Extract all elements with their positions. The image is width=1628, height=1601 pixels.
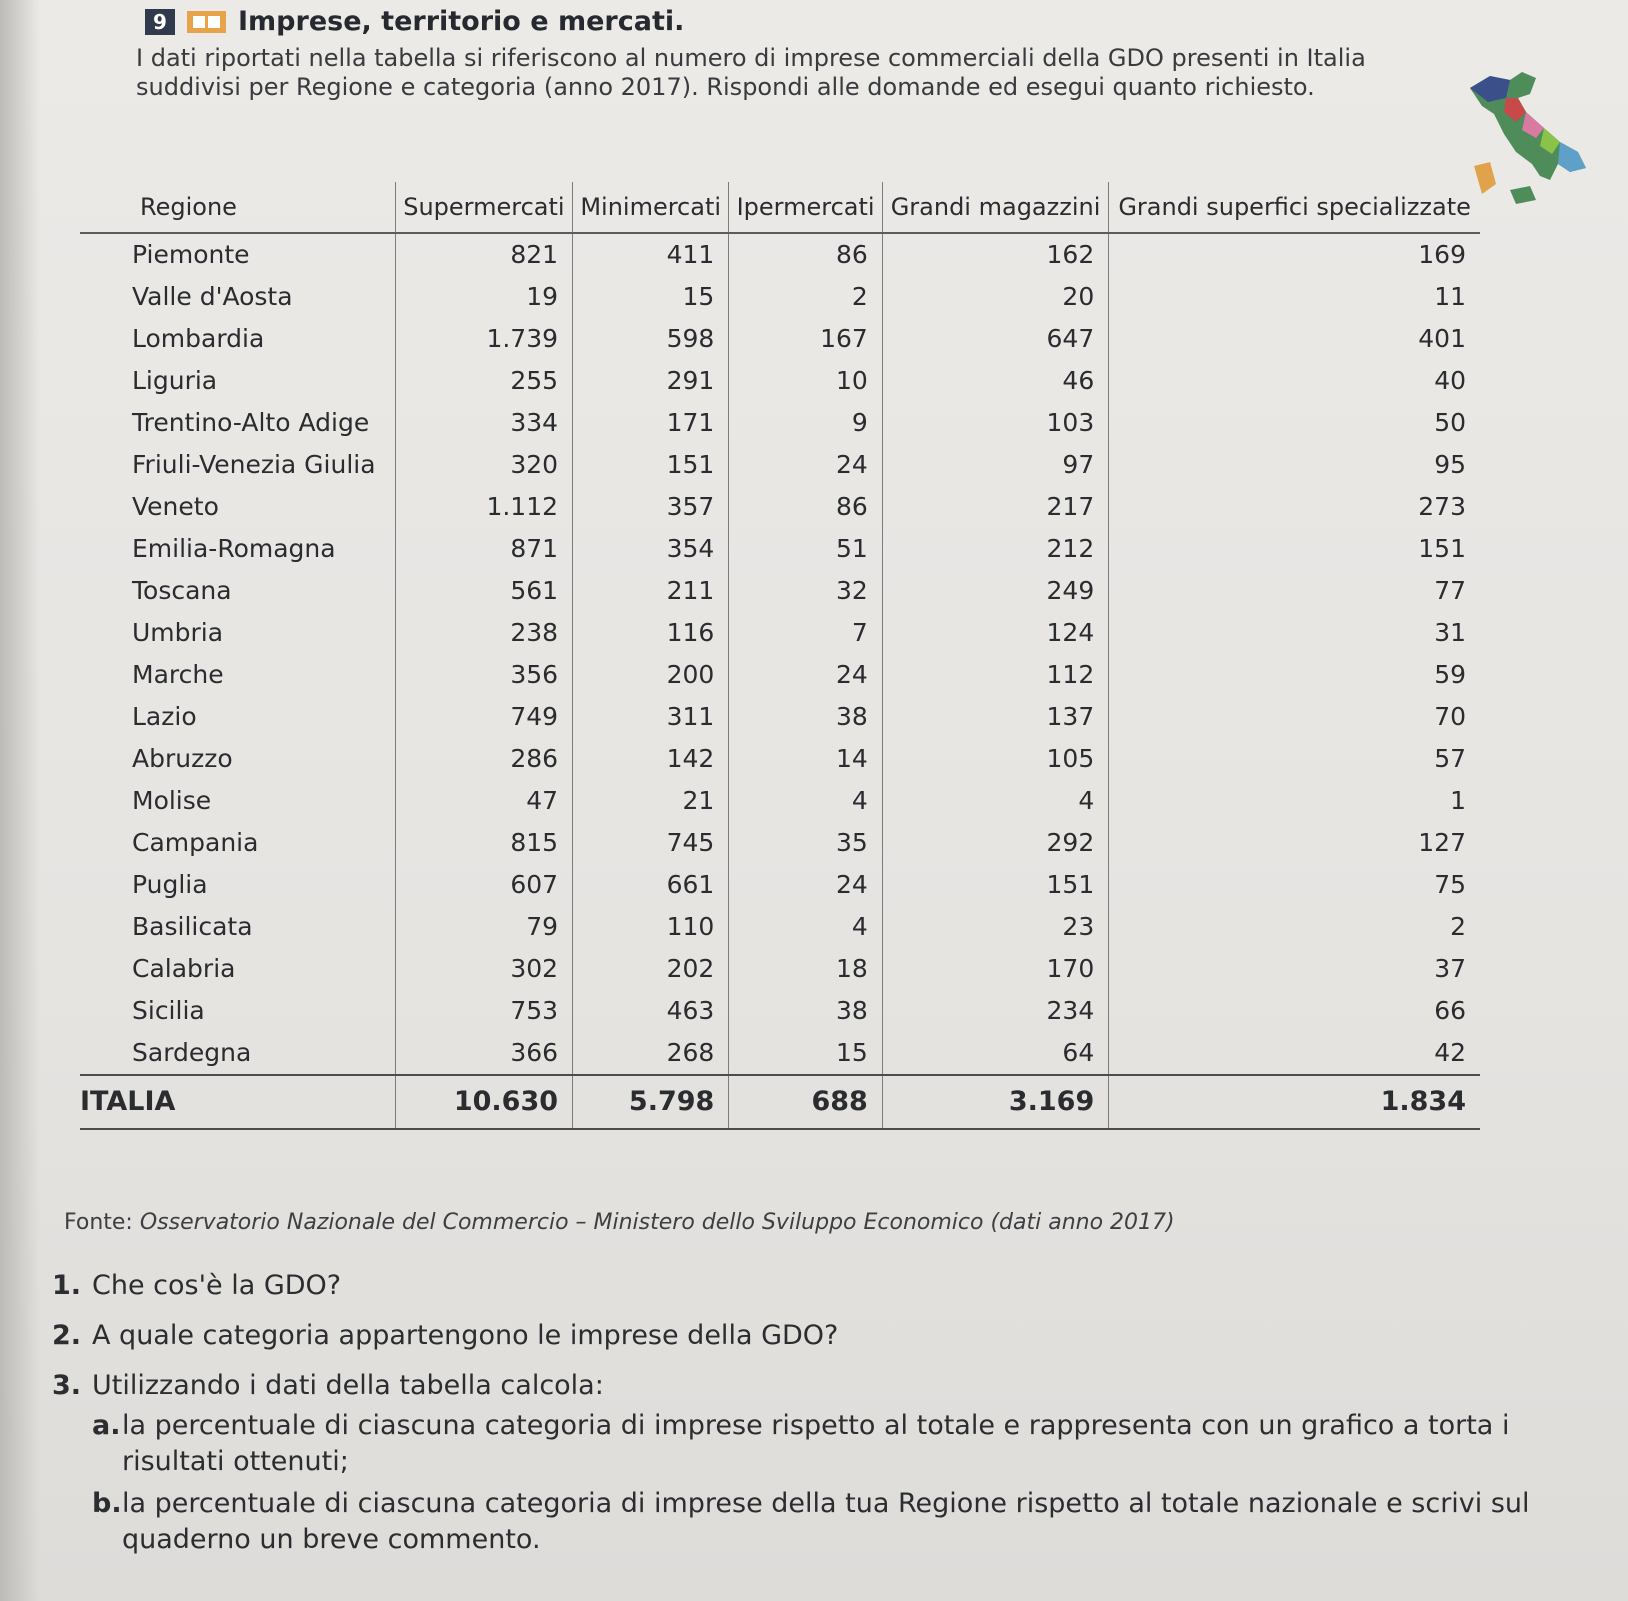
exercise-intro: I dati riportati nella tabella si riferiscono al numero di imprese commerciali della GDO presenti in Italia suddivisi per Regione e categoria (anno 2017). Rispondi alle domande ed esegui quanto richiesto. xyxy=(136,44,1366,101)
value-cell: 366 xyxy=(395,1032,572,1075)
value-cell: 142 xyxy=(573,738,729,780)
region-cell: Abruzzo xyxy=(132,744,233,773)
total-cell: 688 xyxy=(729,1075,883,1129)
value-cell: 273 xyxy=(1109,486,1480,528)
value-cell: 21 xyxy=(573,780,729,822)
table-row xyxy=(80,360,1480,402)
region-cell: Lombardia xyxy=(132,324,265,353)
table-row xyxy=(80,696,1480,738)
value-cell: 311 xyxy=(573,696,729,738)
value-cell: 23 xyxy=(882,906,1108,948)
region-cell: Piemonte xyxy=(132,240,250,269)
question-number: 2. xyxy=(52,1320,82,1351)
value-cell: 24 xyxy=(729,444,883,486)
region-cell: Sicilia xyxy=(132,996,205,1025)
value-cell: 7 xyxy=(729,612,883,654)
value-cell: 356 xyxy=(395,654,572,696)
table-header-row xyxy=(80,182,1480,233)
value-cell: 124 xyxy=(882,612,1108,654)
value-cell: 151 xyxy=(1109,528,1480,570)
value-cell: 137 xyxy=(882,696,1108,738)
column-header: Ipermercati xyxy=(729,182,883,233)
value-cell: 151 xyxy=(573,444,729,486)
question-text: Che cos'è la GDO? xyxy=(92,1270,342,1301)
value-cell: 97 xyxy=(882,444,1108,486)
value-cell: 127 xyxy=(1109,822,1480,864)
value-cell: 38 xyxy=(729,696,883,738)
total-cell: 10.630 xyxy=(395,1075,572,1129)
value-cell: 35 xyxy=(729,822,883,864)
question-text: Utilizzando i dati della tabella calcola: xyxy=(92,1370,604,1401)
value-cell: 24 xyxy=(729,864,883,906)
value-cell: 151 xyxy=(882,864,1108,906)
subquestion-a xyxy=(92,1408,1612,1480)
value-cell: 200 xyxy=(573,654,729,696)
value-cell: 661 xyxy=(573,864,729,906)
table-row xyxy=(80,822,1480,864)
value-cell: 291 xyxy=(573,360,729,402)
region-cell: Friuli-Venezia Giulia xyxy=(132,450,376,479)
value-cell: 607 xyxy=(395,864,572,906)
questions-list xyxy=(52,1268,1612,1564)
exercise-title: Imprese, territorio e mercati. xyxy=(238,6,685,37)
total-cell: 5.798 xyxy=(573,1075,729,1129)
value-cell: 116 xyxy=(573,612,729,654)
table-row xyxy=(80,612,1480,654)
value-cell: 212 xyxy=(882,528,1108,570)
total-cell: 3.169 xyxy=(882,1075,1108,1129)
value-cell: 105 xyxy=(882,738,1108,780)
value-cell: 4 xyxy=(729,780,883,822)
table-row xyxy=(80,276,1480,318)
value-cell: 354 xyxy=(573,528,729,570)
table-row xyxy=(80,528,1480,570)
value-cell: 169 xyxy=(1109,233,1480,276)
column-header: Minimercati xyxy=(573,182,729,233)
table-source xyxy=(64,1210,1175,1235)
exercise-header xyxy=(145,6,684,37)
value-cell: 268 xyxy=(573,1032,729,1075)
value-cell: 401 xyxy=(1109,318,1480,360)
region-cell: Molise xyxy=(132,786,212,815)
region-cell: Valle d'Aosta xyxy=(132,282,293,311)
table-row xyxy=(80,948,1480,990)
value-cell: 1.112 xyxy=(395,486,572,528)
difficulty-level-icon xyxy=(187,11,226,33)
region-cell: Lazio xyxy=(132,702,197,731)
value-cell: 561 xyxy=(395,570,572,612)
value-cell: 19 xyxy=(395,276,572,318)
value-cell: 753 xyxy=(395,990,572,1032)
value-cell: 86 xyxy=(729,486,883,528)
value-cell: 15 xyxy=(573,276,729,318)
region-cell: Trentino-Alto Adige xyxy=(132,408,370,437)
value-cell: 95 xyxy=(1109,444,1480,486)
value-cell: 32 xyxy=(729,570,883,612)
value-cell: 255 xyxy=(395,360,572,402)
value-cell: 238 xyxy=(395,612,572,654)
value-cell: 411 xyxy=(573,233,729,276)
column-header: Regione xyxy=(80,182,395,233)
region-cell: Calabria xyxy=(132,954,236,983)
question-2 xyxy=(52,1318,1612,1354)
value-cell: 75 xyxy=(1109,864,1480,906)
subquestion-letter: a. xyxy=(92,1410,121,1441)
value-cell: 320 xyxy=(395,444,572,486)
value-cell: 14 xyxy=(729,738,883,780)
region-cell: Puglia xyxy=(132,870,208,899)
gdo-table xyxy=(80,182,1480,1130)
value-cell: 38 xyxy=(729,990,883,1032)
value-cell: 77 xyxy=(1109,570,1480,612)
value-cell: 47 xyxy=(395,780,572,822)
table-row xyxy=(80,486,1480,528)
value-cell: 40 xyxy=(1109,360,1480,402)
region-cell: Marche xyxy=(132,660,224,689)
value-cell: 64 xyxy=(882,1032,1108,1075)
region-cell: Liguria xyxy=(132,366,218,395)
table-row xyxy=(80,402,1480,444)
value-cell: 249 xyxy=(882,570,1108,612)
exercise-number-badge: 9 xyxy=(145,9,175,35)
value-cell: 9 xyxy=(729,402,883,444)
value-cell: 167 xyxy=(729,318,883,360)
question-3 xyxy=(52,1368,1612,1404)
value-cell: 821 xyxy=(395,233,572,276)
table-row xyxy=(80,444,1480,486)
total-row xyxy=(80,1075,1480,1129)
value-cell: 749 xyxy=(395,696,572,738)
source-text: Osservatorio Nazionale del Commercio – Ministero dello Sviluppo Economico (dati anno 2017) xyxy=(139,1210,1175,1235)
column-header: Grandi magazzini xyxy=(882,182,1108,233)
question-number: 1. xyxy=(52,1270,82,1301)
page-edge-shadow xyxy=(0,0,40,1601)
value-cell: 37 xyxy=(1109,948,1480,990)
value-cell: 18 xyxy=(729,948,883,990)
value-cell: 171 xyxy=(573,402,729,444)
subquestion-text: la percentuale di ciascuna categoria di imprese rispetto al totale e rappresenta con un grafico a torta i risultati ottenuti; xyxy=(122,1410,1510,1477)
value-cell: 103 xyxy=(882,402,1108,444)
column-header: Supermercati xyxy=(395,182,572,233)
value-cell: 170 xyxy=(882,948,1108,990)
value-cell: 57 xyxy=(1109,738,1480,780)
value-cell: 110 xyxy=(573,906,729,948)
value-cell: 46 xyxy=(882,360,1108,402)
question-number: 3. xyxy=(52,1370,82,1401)
value-cell: 66 xyxy=(1109,990,1480,1032)
value-cell: 4 xyxy=(729,906,883,948)
value-cell: 815 xyxy=(395,822,572,864)
value-cell: 11 xyxy=(1109,276,1480,318)
value-cell: 4 xyxy=(882,780,1108,822)
value-cell: 334 xyxy=(395,402,572,444)
value-cell: 1.739 xyxy=(395,318,572,360)
question-text: A quale categoria appartengono le imprese della GDO? xyxy=(92,1320,839,1351)
region-cell: Toscana xyxy=(132,576,232,605)
value-cell: 302 xyxy=(395,948,572,990)
source-label: Fonte: xyxy=(64,1210,133,1235)
table-row xyxy=(80,570,1480,612)
table-row xyxy=(80,654,1480,696)
table-row xyxy=(80,1032,1480,1075)
value-cell: 112 xyxy=(882,654,1108,696)
value-cell: 1 xyxy=(1109,780,1480,822)
table-row xyxy=(80,906,1480,948)
region-cell: Emilia-Romagna xyxy=(132,534,336,563)
column-header: Grandi superfici specializzate xyxy=(1109,182,1480,233)
region-cell: Umbria xyxy=(132,618,224,647)
total-label: ITALIA xyxy=(80,1075,395,1129)
region-cell: Basilicata xyxy=(132,912,253,941)
region-cell: Campania xyxy=(132,828,259,857)
value-cell: 24 xyxy=(729,654,883,696)
region-cell: Veneto xyxy=(132,492,219,521)
value-cell: 202 xyxy=(573,948,729,990)
value-cell: 31 xyxy=(1109,612,1480,654)
value-cell: 286 xyxy=(395,738,572,780)
value-cell: 59 xyxy=(1109,654,1480,696)
value-cell: 463 xyxy=(573,990,729,1032)
value-cell: 162 xyxy=(882,233,1108,276)
table-row xyxy=(80,318,1480,360)
question-1 xyxy=(52,1268,1612,1304)
value-cell: 2 xyxy=(1109,906,1480,948)
value-cell: 79 xyxy=(395,906,572,948)
value-cell: 50 xyxy=(1109,402,1480,444)
value-cell: 211 xyxy=(573,570,729,612)
value-cell: 871 xyxy=(395,528,572,570)
value-cell: 234 xyxy=(882,990,1108,1032)
value-cell: 42 xyxy=(1109,1032,1480,1075)
value-cell: 15 xyxy=(729,1032,883,1075)
value-cell: 357 xyxy=(573,486,729,528)
value-cell: 70 xyxy=(1109,696,1480,738)
table-row xyxy=(80,780,1480,822)
region-cell: Sardegna xyxy=(132,1038,252,1067)
table-row xyxy=(80,864,1480,906)
subquestion-b xyxy=(92,1486,1612,1558)
value-cell: 10 xyxy=(729,360,883,402)
value-cell: 51 xyxy=(729,528,883,570)
subquestion-text: la percentuale di ciascuna categoria di imprese della tua Regione rispetto al totale nazionale e scrivi sul quaderno un breve commento. xyxy=(122,1488,1530,1555)
value-cell: 745 xyxy=(573,822,729,864)
value-cell: 292 xyxy=(882,822,1108,864)
table-row xyxy=(80,738,1480,780)
value-cell: 647 xyxy=(882,318,1108,360)
value-cell: 20 xyxy=(882,276,1108,318)
value-cell: 598 xyxy=(573,318,729,360)
table-row xyxy=(80,233,1480,276)
value-cell: 2 xyxy=(729,276,883,318)
total-cell: 1.834 xyxy=(1109,1075,1480,1129)
value-cell: 217 xyxy=(882,486,1108,528)
table-row xyxy=(80,990,1480,1032)
subquestion-letter: b. xyxy=(92,1488,122,1519)
value-cell: 86 xyxy=(729,233,883,276)
